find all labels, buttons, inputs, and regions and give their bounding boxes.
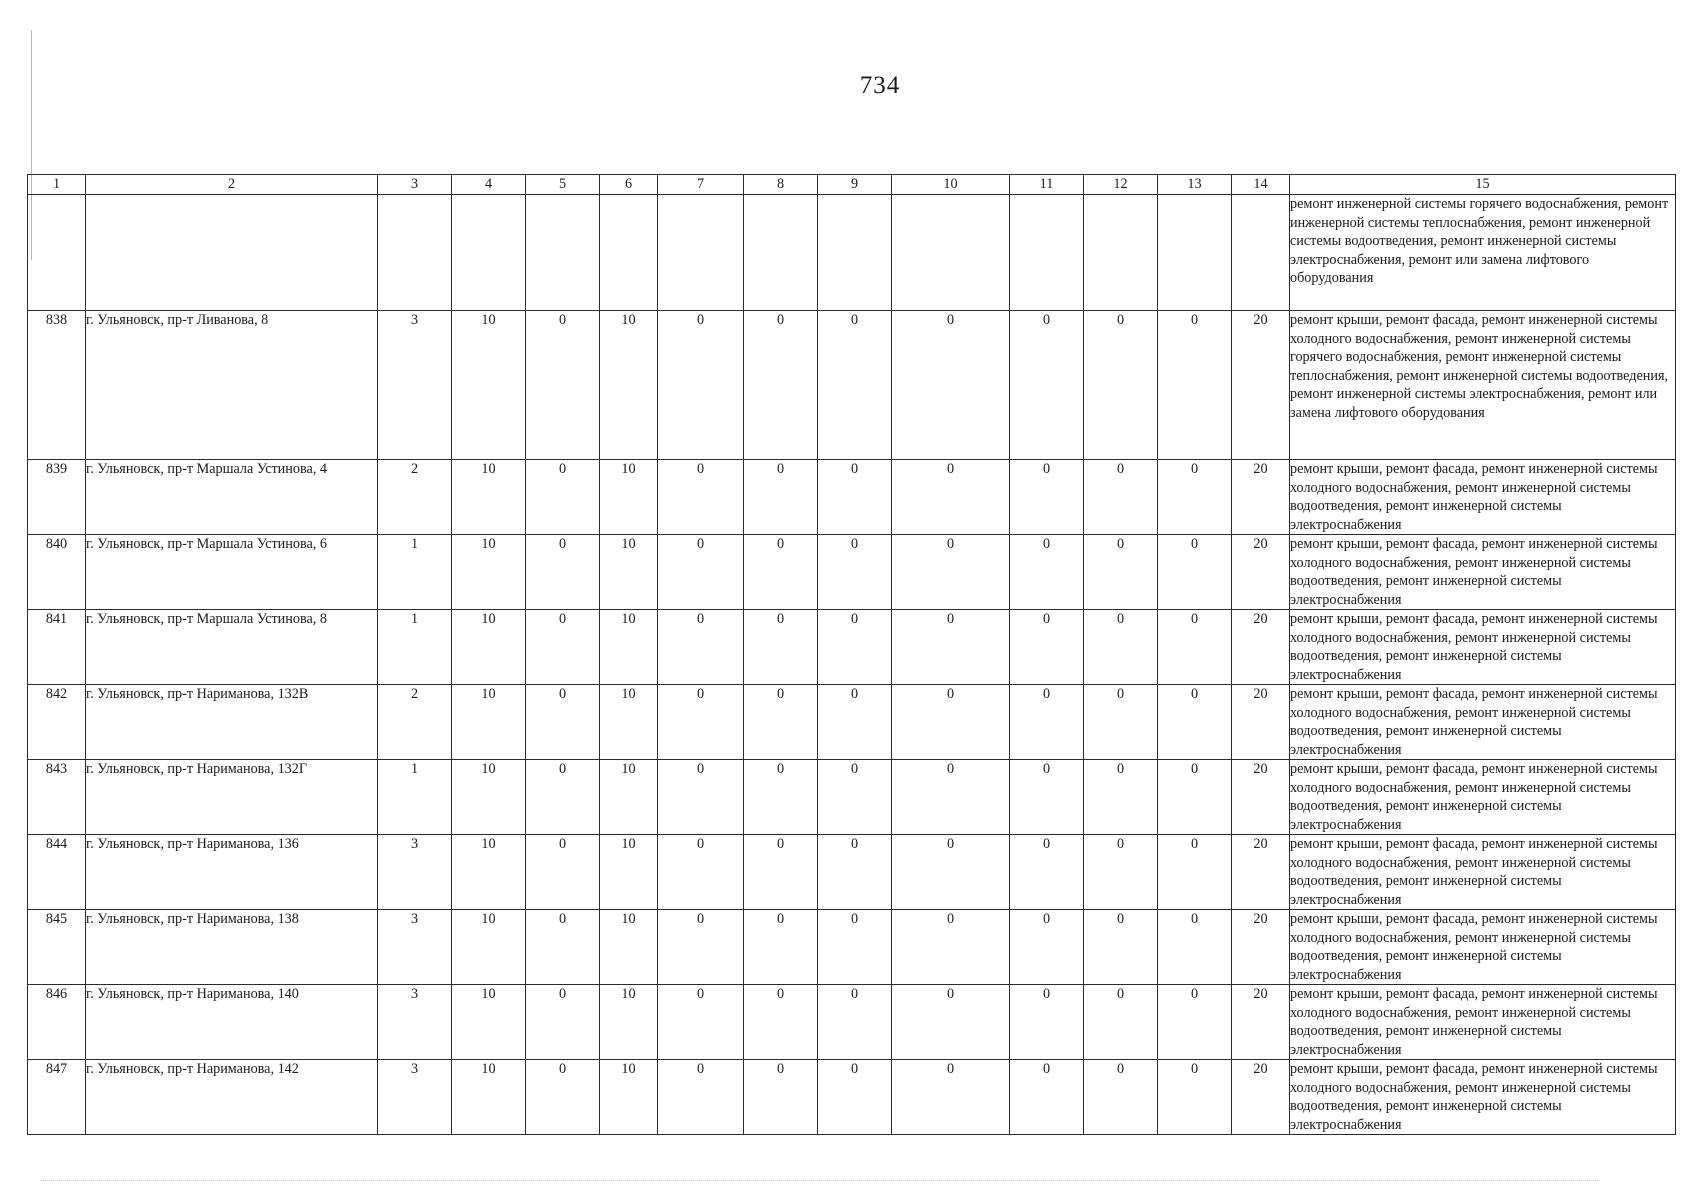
address-cell: г. Ульяновск, пр-т Нариманова, 142 bbox=[86, 1060, 378, 1135]
scan-artifact-line bbox=[40, 1180, 1600, 1181]
column-header: 6 bbox=[600, 175, 658, 195]
row-number: 843 bbox=[28, 760, 86, 835]
address-cell: г. Ульяновск, пр-т Ливанова, 8 bbox=[86, 311, 378, 460]
row-number: 840 bbox=[28, 535, 86, 610]
address-cell: г. Ульяновск, пр-т Маршала Устинова, 8 bbox=[86, 610, 378, 685]
address-cell: г. Ульяновск, пр-т Нариманова, 140 bbox=[86, 985, 378, 1060]
column-header: 12 bbox=[1084, 175, 1158, 195]
table-row: 839 г. Ульяновск, пр-т Маршала Устинова, 4 2 10 0 10 0 0 0 0 0 0 0 20 ремонт крыши, ремонт фасада, ремонт инженерной системы холодного водоснабжения, ремонт инженерной системы водоотведения, ремонт инженерной системы электроснабжения bbox=[28, 460, 1676, 535]
column-header: 2 bbox=[86, 175, 378, 195]
continuation-row bbox=[28, 195, 1676, 311]
column-header: 9 bbox=[818, 175, 892, 195]
column-header: 15 bbox=[1290, 175, 1676, 195]
table-row: 845 г. Ульяновск, пр-т Нариманова, 138 3 10 0 10 0 0 0 0 0 0 0 20 ремонт крыши, ремонт фасада, ремонт инженерной системы холодного водоснабжения, ремонт инженерной системы водоотведения, ремонт инженерной системы электроснабжения bbox=[28, 910, 1676, 985]
works-cell: ремонт крыши, ремонт фасада, ремонт инженерной системы холодного водоснабжения, ремонт инженерной системы водоотведения, ремонт инженерной системы электроснабжения bbox=[1290, 985, 1676, 1060]
column-header: 8 bbox=[744, 175, 818, 195]
column-header: 11 bbox=[1010, 175, 1084, 195]
table-row: 840 г. Ульяновск, пр-т Маршала Устинова, 6 1 10 0 10 0 0 0 0 0 0 0 20 ремонт крыши, ремонт фасада, ремонт инженерной системы холодного водоснабжения, ремонт инженерной системы водоотведения, ремонт инженерной системы электроснабжения bbox=[28, 535, 1676, 610]
address-cell: г. Ульяновск, пр-т Маршала Устинова, 4 bbox=[86, 460, 378, 535]
repair-register-table bbox=[27, 174, 1676, 1135]
address-cell: г. Ульяновск, пр-т Нариманова, 132В bbox=[86, 685, 378, 760]
row-number: 839 bbox=[28, 460, 86, 535]
column-header: 1 bbox=[28, 175, 86, 195]
table-row: 844 г. Ульяновск, пр-т Нариманова, 136 3 10 0 10 0 0 0 0 0 0 0 20 ремонт крыши, ремонт фасада, ремонт инженерной системы холодного водоснабжения, ремонт инженерной системы водоотведения, ремонт инженерной системы электроснабжения bbox=[28, 835, 1676, 910]
address-cell: г. Ульяновск, пр-т Нариманова, 136 bbox=[86, 835, 378, 910]
table-row: 843 г. Ульяновск, пр-т Нариманова, 132Г 1 10 0 10 0 0 0 0 0 0 0 20 ремонт крыши, ремонт фасада, ремонт инженерной системы холодного водоснабжения, ремонт инженерной системы водоотведения, ремонт инженерной системы электроснабжения bbox=[28, 760, 1676, 835]
page-number: 734 bbox=[859, 72, 901, 99]
address-cell: г. Ульяновск, пр-т Маршала Устинова, 6 bbox=[86, 535, 378, 610]
column-header: 14 bbox=[1232, 175, 1290, 195]
table-row: 838 г. Ульяновск, пр-т Ливанова, 8 3 10 0 10 0 0 0 0 0 0 0 20 ремонт крыши, ремонт фасада, ремонт инженерной системы холодного водоснабжения, ремонт инженерной системы горячего водоснабжения, ремонт инженерной системы теплоснабжения, ремонт инженерной системы водоотведения, ремонт инженерной системы электроснабжения, ремонт или замена лифтового оборудования bbox=[28, 311, 1676, 460]
column-header: 13 bbox=[1158, 175, 1232, 195]
table-row: 846 г. Ульяновск, пр-т Нариманова, 140 3 10 0 10 0 0 0 0 0 0 0 20 ремонт крыши, ремонт фасада, ремонт инженерной системы холодного водоснабжения, ремонт инженерной системы водоотведения, ремонт инженерной системы электроснабжения bbox=[28, 985, 1676, 1060]
works-cell: ремонт крыши, ремонт фасада, ремонт инженерной системы холодного водоснабжения, ремонт инженерной системы водоотведения, ремонт инженерной системы электроснабжения bbox=[1290, 535, 1676, 610]
works-cell: ремонт крыши, ремонт фасада, ремонт инженерной системы холодного водоснабжения, ремонт инженерной системы водоотведения, ремонт инженерной системы электроснабжения bbox=[1290, 685, 1676, 760]
works-cell: ремонт крыши, ремонт фасада, ремонт инженерной системы холодного водоснабжения, ремонт инженерной системы водоотведения, ремонт инженерной системы электроснабжения bbox=[1290, 1060, 1676, 1135]
address-cell: г. Ульяновск, пр-т Нариманова, 132Г bbox=[86, 760, 378, 835]
row-number: 846 bbox=[28, 985, 86, 1060]
column-number-row bbox=[28, 175, 1676, 195]
row-number: 845 bbox=[28, 910, 86, 985]
address-cell: г. Ульяновск, пр-т Нариманова, 138 bbox=[86, 910, 378, 985]
table-row: 847 г. Ульяновск, пр-т Нариманова, 142 3 10 0 10 0 0 0 0 0 0 0 20 ремонт крыши, ремонт фасада, ремонт инженерной системы холодного водоснабжения, ремонт инженерной системы водоотведения, ремонт инженерной системы электроснабжения bbox=[28, 1060, 1676, 1135]
column-header: 5 bbox=[526, 175, 600, 195]
works-cell: ремонт крыши, ремонт фасада, ремонт инженерной системы холодного водоснабжения, ремонт инженерной системы водоотведения, ремонт инженерной системы электроснабжения bbox=[1290, 910, 1676, 985]
row-number: 844 bbox=[28, 835, 86, 910]
works-cell: ремонт крыши, ремонт фасада, ремонт инженерной системы холодного водоснабжения, ремонт инженерной системы водоотведения, ремонт инженерной системы электроснабжения bbox=[1290, 835, 1676, 910]
row-number: 842 bbox=[28, 685, 86, 760]
works-cell: ремонт крыши, ремонт фасада, ремонт инженерной системы холодного водоснабжения, ремонт инженерной системы водоотведения, ремонт инженерной системы электроснабжения bbox=[1290, 760, 1676, 835]
row-number: 838 bbox=[28, 311, 86, 460]
table-row: 841 г. Ульяновск, пр-т Маршала Устинова, 8 1 10 0 10 0 0 0 0 0 0 0 20 ремонт крыши, ремонт фасада, ремонт инженерной системы холодного водоснабжения, ремонт инженерной системы водоотведения, ремонт инженерной системы электроснабжения bbox=[28, 610, 1676, 685]
column-header: 4 bbox=[452, 175, 526, 195]
table-row: 842 г. Ульяновск, пр-т Нариманова, 132В 2 10 0 10 0 0 0 0 0 0 0 20 ремонт крыши, ремонт фасада, ремонт инженерной системы холодного водоснабжения, ремонт инженерной системы водоотведения, ремонт инженерной системы электроснабжения bbox=[28, 685, 1676, 760]
row-number: 841 bbox=[28, 610, 86, 685]
column-header: 7 bbox=[658, 175, 744, 195]
column-header: 10 bbox=[892, 175, 1010, 195]
row-number: 847 bbox=[28, 1060, 86, 1135]
column-header: 3 bbox=[378, 175, 452, 195]
works-cell: ремонт крыши, ремонт фасада, ремонт инженерной системы холодного водоснабжения, ремонт инженерной системы водоотведения, ремонт инженерной системы электроснабжения bbox=[1290, 460, 1676, 535]
works-cell: ремонт крыши, ремонт фасада, ремонт инженерной системы холодного водоснабжения, ремонт инженерной системы водоотведения, ремонт инженерной системы электроснабжения bbox=[1290, 610, 1676, 685]
works-cell: ремонт инженерной системы горячего водоснабжения, ремонт инженерной системы теплоснабжения, ремонт инженерной системы водоотведения, ремонт инженерной системы электроснабжения, ремонт или замена лифтового оборудования bbox=[1290, 195, 1676, 311]
works-cell: ремонт крыши, ремонт фасада, ремонт инженерной системы холодного водоснабжения, ремонт инженерной системы горячего водоснабжения, ремонт инженерной системы теплоснабжения, ремонт инженерной системы водоотведения, ремонт инженерной системы электроснабжения, ремонт или замена лифтового оборудования bbox=[1290, 311, 1676, 460]
